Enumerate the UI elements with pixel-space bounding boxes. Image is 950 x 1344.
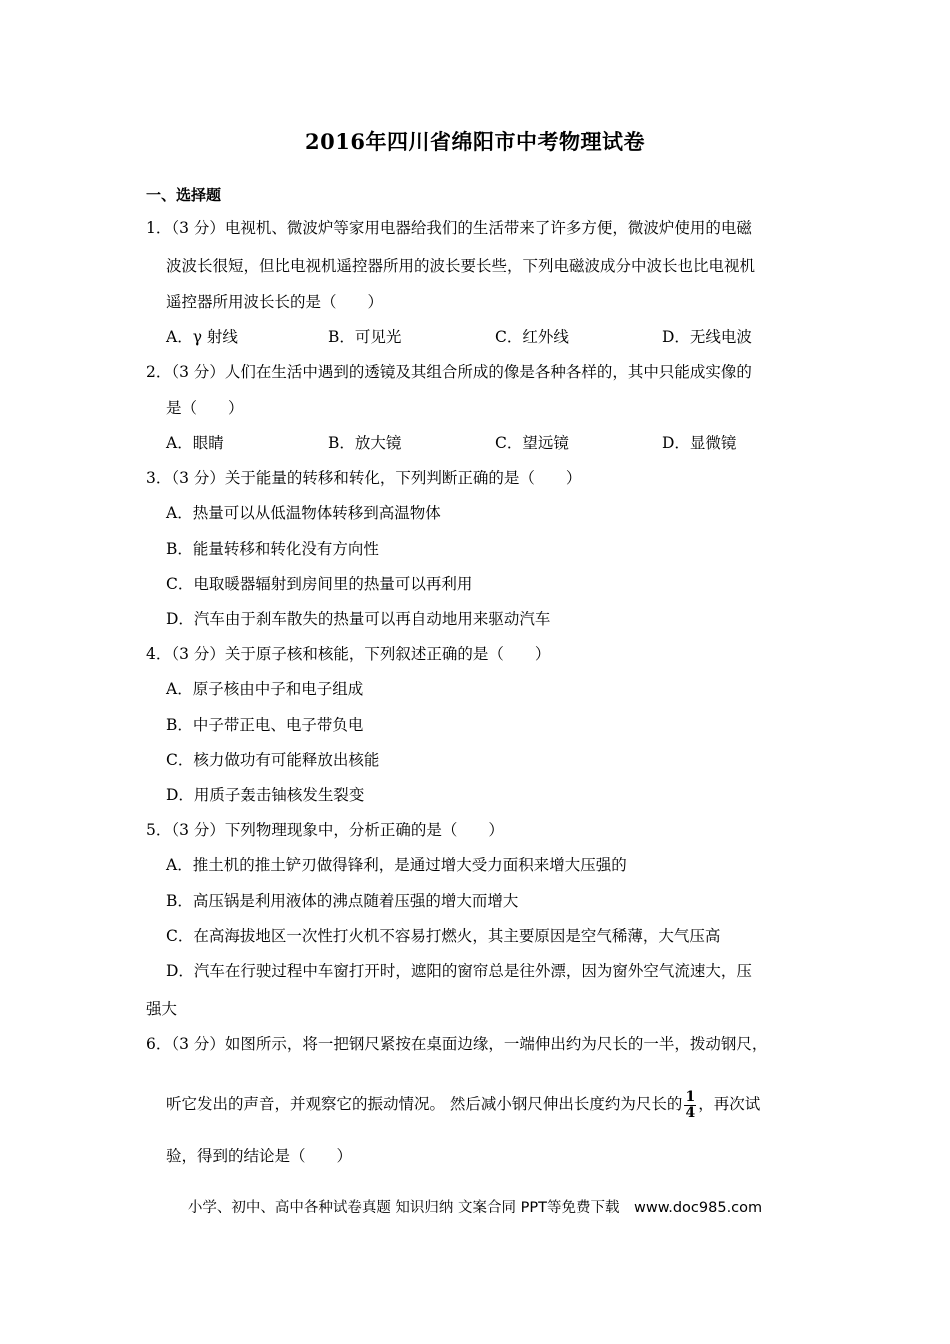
- q3-option-b: B．能量转移和转化没有方向性: [166, 540, 379, 558]
- q3-option-d: D．汽车由于刹车散失的热量可以再自动地用来驱动汽车: [166, 610, 551, 628]
- q2-option-c: C．望远镜: [495, 434, 569, 452]
- q2-option-d: D．显微镜: [662, 434, 737, 452]
- q5-option-a: A．推土机的推土铲刃做得锋利，是通过增大受力面积来增大压强的: [166, 856, 627, 874]
- q1-option-b: B．可见光: [328, 328, 402, 346]
- q5-line1: 5．（3 分）下列物理现象中，分析正确的是（ ）: [146, 821, 504, 839]
- q2-option-b: B．放大镜: [328, 434, 402, 452]
- q6-fraction: [684, 1090, 696, 1121]
- q3-line1: 3．（3 分）关于能量的转移和转化，下列判断正确的是（ ）: [146, 469, 582, 487]
- q3-option-a: A．热量可以从低温物体转移到高温物体: [166, 504, 441, 522]
- q4-option-c: C．核力做功有可能释放出核能: [166, 751, 380, 769]
- q4-option-b: B．中子带正电、电子带负电: [166, 716, 364, 734]
- q6-fraction-numerator: 1: [685, 1088, 696, 1105]
- q5-option-d: D．汽车在行驶过程中车窗打开时，遮阳的窗帘总是往外漂，因为窗外空气流速大，压: [166, 962, 752, 980]
- q6-line2: [166, 1086, 760, 1122]
- page-footer: 小学、初中、高中各种试卷真题 知识归纳 文案合同 PPT等免费下载 www.doc985.com: [187, 1200, 763, 1216]
- q4-option-d: D．用质子轰击铀核发生裂变: [166, 786, 365, 804]
- q6-line2-end: ，再次试: [698, 1095, 761, 1113]
- q5-option-b: B．高压锅是利用液体的沸点随着压强的增大而增大: [166, 892, 519, 910]
- q1-line3: 遥控器所用波长长的是（ ）: [166, 293, 384, 311]
- q1-line1: 1．（3 分）电视机、微波炉等家用电器给我们的生活带来了许多方便，微波炉使用的电磁: [146, 219, 752, 237]
- q1-option-a: A．γ 射线: [166, 328, 238, 346]
- q5-option-c: C．在高海拔地区一次性打火机不容易打燃火，其主要原因是空气稀薄，大气压高: [166, 927, 721, 945]
- q1-option-d: D．无线电波: [662, 328, 752, 346]
- q1-line2: 波波长很短，但比电视机遥控器所用的波长要长些，下列电磁波成分中波长也比电视机: [166, 257, 756, 275]
- q6-line3: 验，得到的结论是（ ）: [166, 1147, 353, 1165]
- q2-line2: 是（ ）: [166, 399, 244, 417]
- q3-option-c: C．电取暖器辐射到房间里的热量可以再利用: [166, 575, 473, 593]
- page-title: 2016年四川省绵阳市中考物理试卷: [305, 129, 645, 154]
- q1-option-c: C．红外线: [495, 328, 569, 346]
- q4-line1: 4．（3 分）关于原子核和核能，下列叙述正确的是（ ）: [146, 645, 551, 663]
- q6-fraction-denominator: 4: [685, 1104, 696, 1121]
- q2-option-a: A．眼睛: [166, 434, 224, 452]
- q5-option-d-continued: 强大: [146, 1000, 178, 1018]
- q6-line1: 6．（3 分）如图所示，将一把钢尺紧按在桌面边缘，一端伸出约为尺长的一半，拨动钢尺，: [146, 1035, 768, 1053]
- q6-line2-text: 听它发出的声音，并观察它的振动情况。 然后减小钢尺伸出长度约为尺长的: [166, 1095, 683, 1113]
- q4-option-a: A．原子核由中子和电子组成: [166, 680, 364, 698]
- q2-line1: 2．（3 分）人们在生活中遇到的透镜及其组合所成的像是各种各样的，其中只能成实像的: [146, 363, 752, 381]
- section-heading: 一、选择题: [146, 186, 222, 204]
